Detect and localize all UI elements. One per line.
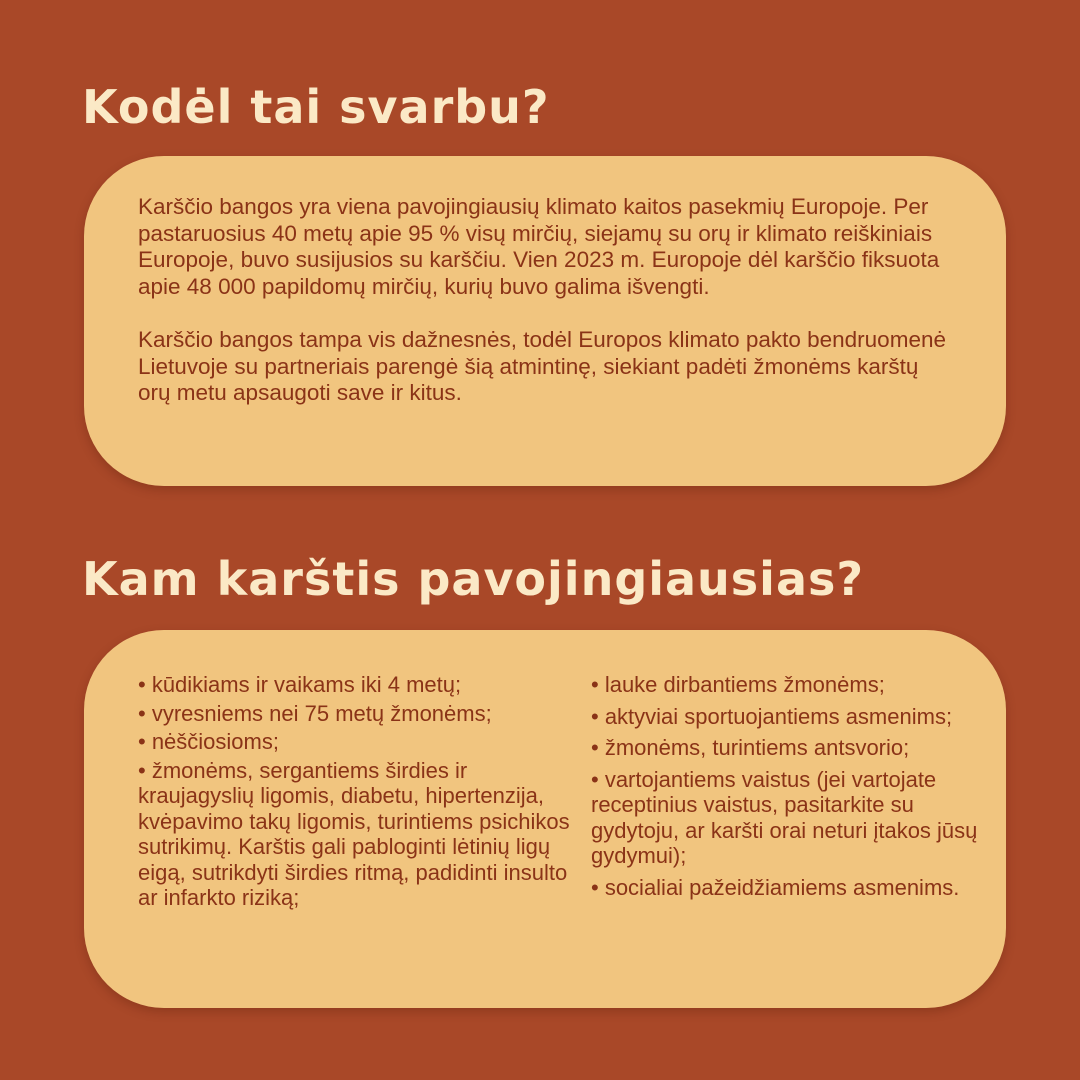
risk-groups-list-right bbox=[591, 672, 981, 906]
section-title-why-important: Kodėl tai svarbu? bbox=[82, 80, 550, 134]
info-card-risk-groups bbox=[84, 630, 1006, 1008]
list-item-outdoor-workers: • lauke dirbantiems žmonėms; bbox=[591, 672, 885, 697]
list-item-medication-users: • vartojantiems vaistus (jei vartojate receptinius vaistus, pasitarkite su gydytoju, ar karšti orai neturi įtakos jūsų gydymui); bbox=[591, 766, 978, 868]
list-item-chronic-illness: • žmonėms, sergantiems širdies ir kraujagyslių ligomis, diabetu, hipertenzija, kvėpavimo takų ligomis, turintiems psichikos sutrikimų. Karštis gali pabloginti lėtinių ligų eigą, sutrikdyti širdies ritmą, padidinti insulto ar infarkto riziką; bbox=[138, 757, 570, 910]
paragraph-heatwaves-deaths: Karščio bangos yra viena pavojingiausių klimato kaitos pasekmių Europoje. Per pastaruosius 40 metų apie 95 % visų mirčių, siejamų su orų ir klimato reiškiniais Europoje, buvo susijusios su karščiu. Vien 2023 m. Europoje dėl karščio fiksuota apie 48 000 papildomų mirčių, kurių buvo galima išvengti. bbox=[138, 194, 940, 299]
section-title-risk-groups: Kam karštis pavojingiausias? bbox=[82, 552, 865, 606]
risk-groups-list-left bbox=[138, 672, 586, 914]
list-item-infants: • kūdikiams ir vaikams iki 4 metų; bbox=[138, 672, 462, 697]
list-item-socially-vulnerable: • socialiai pažeidžiamiems asmenims. bbox=[591, 874, 960, 900]
info-card-why-important bbox=[84, 156, 1006, 486]
list-item-pregnant: • nėščiosioms; bbox=[138, 729, 279, 754]
list-item-overweight: • žmonėms, turintiems antsvorio; bbox=[591, 735, 910, 760]
paragraph-memo-purpose: Karščio bangos tampa vis dažnesnės, todėl Europos klimato pakto bendruomenė Lietuvoje su partneriais parengė šią atmintinę, siekiant padėti žmonėms karštų orų metu apsaugoti save ir kitus. bbox=[138, 327, 946, 405]
list-item-elderly: • vyresniems nei 75 metų žmonėms; bbox=[138, 700, 492, 726]
list-item-athletes: • aktyviai sportuojantiems asmenims; bbox=[591, 703, 953, 729]
